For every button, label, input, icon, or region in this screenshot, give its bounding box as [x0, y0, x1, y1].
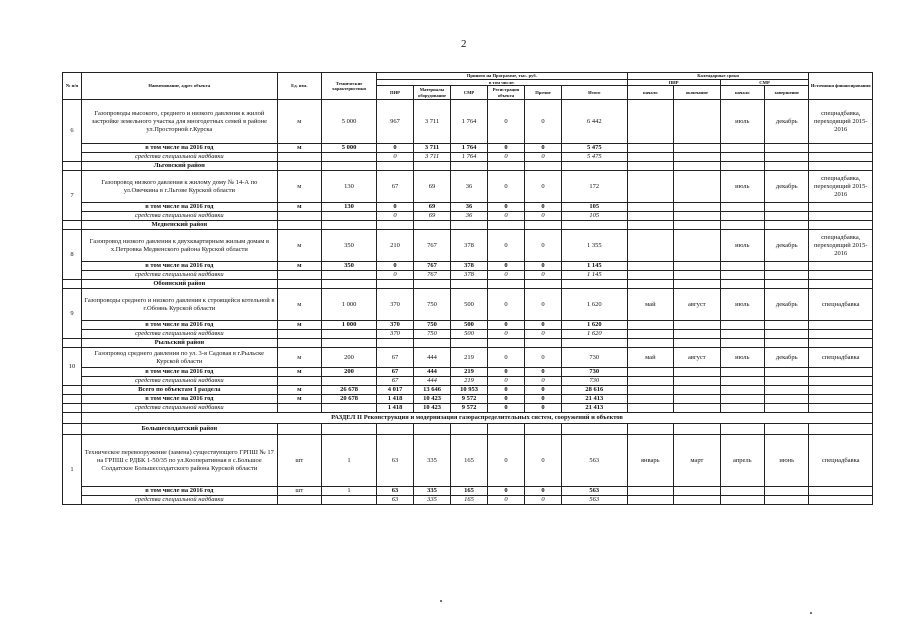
materials: 444 — [414, 377, 451, 386]
table-row — [63, 203, 873, 212]
materials: 69 — [414, 212, 451, 221]
materials: 335 — [414, 435, 451, 487]
pir: 67 — [377, 171, 414, 203]
total: 21 413 — [562, 395, 628, 404]
pir-start: январь — [627, 435, 674, 487]
registration: 0 — [488, 100, 525, 144]
row-num: 6 — [63, 100, 82, 162]
header-registration: Регистрация объекта — [488, 86, 525, 100]
total: 1 355 — [562, 230, 628, 262]
total: 563 — [562, 487, 628, 496]
tech: 1 000 — [322, 289, 377, 321]
total: 5 475 — [562, 144, 628, 153]
tech: 5 000 — [322, 144, 377, 153]
total: 1 145 — [562, 262, 628, 271]
total: 563 — [562, 496, 628, 505]
total-row — [63, 386, 873, 395]
header-budget-sub: в том числе: — [377, 79, 628, 86]
registration: 0 — [488, 171, 525, 203]
smr-end: декабрь — [765, 171, 809, 203]
smr: 165 — [451, 496, 488, 505]
pir: 67 — [377, 377, 414, 386]
pir: 0 — [377, 153, 414, 162]
registration: 0 — [488, 212, 525, 221]
scan-speck — [810, 612, 812, 614]
pir-end — [674, 100, 721, 144]
materials: 10 423 — [414, 404, 451, 413]
section-title: РАЗДЕЛ II Реконструкция и модернизация газораспределительных систем, сооружений и объектов — [82, 413, 873, 424]
tech: 350 — [322, 262, 377, 271]
other: 0 — [525, 271, 562, 280]
smr-start: июль — [720, 348, 764, 368]
pir: 4 017 — [377, 386, 414, 395]
fund-label: средства специальной надбавки — [82, 212, 278, 221]
object-name: Газопровод низкого давления к жилому дому № 14-А по ул.Овечкина в г.Льгове Курской области — [82, 171, 278, 203]
other: 0 — [525, 395, 562, 404]
tech: 1 — [322, 487, 377, 496]
materials: 750 — [414, 321, 451, 330]
registration: 0 — [488, 330, 525, 339]
smr: 378 — [451, 262, 488, 271]
table-row — [63, 289, 873, 321]
materials: 3 711 — [414, 144, 451, 153]
smr: 165 — [451, 435, 488, 487]
registration: 0 — [488, 435, 525, 487]
other: 0 — [525, 153, 562, 162]
total-row — [63, 404, 873, 413]
smr: 36 — [451, 203, 488, 212]
materials: 335 — [414, 496, 451, 505]
pir: 1 418 — [377, 404, 414, 413]
unit: м — [277, 289, 321, 321]
smr: 500 — [451, 330, 488, 339]
header-sched-pir: ПИР — [627, 79, 720, 86]
source: спецнадбавка — [809, 289, 873, 321]
tech: 350 — [322, 230, 377, 262]
fund-label: средства специальной надбавки — [82, 330, 278, 339]
tech: 5 000 — [322, 100, 377, 144]
total: 563 — [562, 435, 628, 487]
pir: 0 — [377, 212, 414, 221]
pir-start — [627, 100, 674, 144]
year-label: в том числе на 2016 год — [82, 368, 278, 377]
district-name: Льговский район — [82, 162, 278, 171]
object-name: Газопровод низкого давления к двухквартирным жилым домам в х.Петровка Медвенского района Курской области — [82, 230, 278, 262]
smr-end: декабрь — [765, 289, 809, 321]
header-num: № п/п — [63, 73, 82, 100]
district-row — [63, 280, 873, 289]
header-sched-smr: СМР — [720, 79, 809, 86]
source: спецнадбавка — [809, 348, 873, 368]
total: 1 145 — [562, 271, 628, 280]
other: 0 — [525, 144, 562, 153]
unit: м — [277, 368, 321, 377]
table-row — [63, 100, 873, 144]
materials: 10 423 — [414, 395, 451, 404]
pir: 370 — [377, 330, 414, 339]
materials: 767 — [414, 262, 451, 271]
total: 5 475 — [562, 153, 628, 162]
tech: 1 — [322, 435, 377, 487]
header-pir: ПИР — [377, 86, 414, 100]
object-name: Газопровод среднего давления по ул. 3-я Садовая в г.Рыльске Курской области — [82, 348, 278, 368]
smr-end: декабрь — [765, 348, 809, 368]
registration: 0 — [488, 487, 525, 496]
registration: 0 — [488, 289, 525, 321]
pir-start: май — [627, 348, 674, 368]
materials: 767 — [414, 271, 451, 280]
table-row — [63, 321, 873, 330]
unit: м — [277, 203, 321, 212]
smr: 219 — [451, 348, 488, 368]
smr-end: декабрь — [765, 230, 809, 262]
smr: 378 — [451, 230, 488, 262]
district-name: Медвенский район — [82, 221, 278, 230]
table-row — [63, 487, 873, 496]
other: 0 — [525, 487, 562, 496]
pir: 0 — [377, 271, 414, 280]
other: 0 — [525, 212, 562, 221]
district-row — [63, 162, 873, 171]
object-name: Газопроводы высокого, среднего и низкого давления к жилой застройке земельного участка для многодетных семей в районе ул.Просторной г.Курска — [82, 100, 278, 144]
smr: 36 — [451, 212, 488, 221]
district-row — [63, 424, 873, 435]
district-row — [63, 221, 873, 230]
tech: 130 — [322, 203, 377, 212]
smr-start: июль — [720, 171, 764, 203]
smr: 10 953 — [451, 386, 488, 395]
year-label: в том числе на 2016 год — [82, 321, 278, 330]
unit: м — [277, 395, 321, 404]
registration: 0 — [488, 153, 525, 162]
table-row — [63, 153, 873, 162]
registration: 0 — [488, 386, 525, 395]
tech: 1 000 — [322, 321, 377, 330]
header-start: начало — [627, 86, 674, 100]
pir-end: март — [674, 435, 721, 487]
other: 0 — [525, 203, 562, 212]
table-row — [63, 212, 873, 221]
smr-start: июль — [720, 289, 764, 321]
program-table — [62, 72, 873, 505]
row-num: 10 — [63, 348, 82, 386]
page-number: 2 — [461, 38, 467, 50]
year-label: в том числе на 2016 год — [82, 487, 278, 496]
materials: 13 646 — [414, 386, 451, 395]
header-name: Наименование, адрес объекта — [82, 73, 278, 100]
total: 28 616 — [562, 386, 628, 395]
other: 0 — [525, 404, 562, 413]
materials: 335 — [414, 487, 451, 496]
smr-start: июль — [720, 230, 764, 262]
registration: 0 — [488, 348, 525, 368]
header-materials: Материалы оборудование — [414, 86, 451, 100]
unit: м — [277, 321, 321, 330]
pir: 210 — [377, 230, 414, 262]
header-other: Прочие — [525, 86, 562, 100]
pir-end: август — [674, 289, 721, 321]
total-row — [63, 395, 873, 404]
district-name: Большесолдатский район — [82, 424, 278, 435]
unit: м — [277, 230, 321, 262]
registration: 0 — [488, 203, 525, 212]
unit: м — [277, 144, 321, 153]
materials: 767 — [414, 230, 451, 262]
header-tech: Технические характеристики — [322, 73, 377, 100]
header-end: окончание — [674, 86, 721, 100]
object-name: Газопроводы среднего и низкого давления к строящейся котельной в г.Обоянь Курской области — [82, 289, 278, 321]
smr: 36 — [451, 171, 488, 203]
header-schedule: Календарные сроки — [627, 73, 809, 80]
pir: 370 — [377, 289, 414, 321]
source: спецнадбавка — [809, 435, 873, 487]
pir: 63 — [377, 487, 414, 496]
other: 0 — [525, 435, 562, 487]
unit: м — [277, 262, 321, 271]
pir: 0 — [377, 144, 414, 153]
smr: 165 — [451, 487, 488, 496]
registration: 0 — [488, 496, 525, 505]
fund-label: средства специальной надбавки — [82, 153, 278, 162]
other: 0 — [525, 377, 562, 386]
table-row — [63, 330, 873, 339]
materials: 69 — [414, 171, 451, 203]
smr: 9 572 — [451, 395, 488, 404]
source: спецнадбавка, переходящий 2015-2016 — [809, 230, 873, 262]
smr: 1 764 — [451, 144, 488, 153]
other: 0 — [525, 289, 562, 321]
registration: 0 — [488, 271, 525, 280]
other: 0 — [525, 348, 562, 368]
smr-end: июнь — [765, 435, 809, 487]
district-name: Обоянский район — [82, 280, 278, 289]
table-row — [63, 271, 873, 280]
tech: 26 678 — [322, 386, 377, 395]
pir: 63 — [377, 496, 414, 505]
materials: 750 — [414, 330, 451, 339]
total: 105 — [562, 212, 628, 221]
pir: 370 — [377, 321, 414, 330]
header-unit: Ед. изм. — [277, 73, 321, 100]
year-label: в том числе на 2016 год — [82, 144, 278, 153]
other: 0 — [525, 321, 562, 330]
pir: 67 — [377, 348, 414, 368]
header-smr: СМР — [451, 86, 488, 100]
total: 172 — [562, 171, 628, 203]
section-row — [63, 413, 873, 424]
table-row — [63, 496, 873, 505]
scan-speck — [440, 600, 442, 602]
other: 0 — [525, 262, 562, 271]
registration: 0 — [488, 395, 525, 404]
unit: м — [277, 386, 321, 395]
smr: 219 — [451, 368, 488, 377]
other: 0 — [525, 100, 562, 144]
other: 0 — [525, 171, 562, 203]
total: 105 — [562, 203, 628, 212]
materials: 3 711 — [414, 153, 451, 162]
pir: 63 — [377, 435, 414, 487]
pir: 0 — [377, 262, 414, 271]
table-row — [63, 435, 873, 487]
smr-end: декабрь — [765, 100, 809, 144]
pir: 1 418 — [377, 395, 414, 404]
pir: 0 — [377, 203, 414, 212]
unit: м — [277, 171, 321, 203]
smr-start: июль — [720, 100, 764, 144]
total: 21 413 — [562, 404, 628, 413]
materials: 444 — [414, 368, 451, 377]
unit: шт — [277, 435, 321, 487]
header-budget: Принято на Программе, тыс. руб. — [377, 73, 628, 80]
smr: 1 764 — [451, 153, 488, 162]
tech: 200 — [322, 348, 377, 368]
smr: 378 — [451, 271, 488, 280]
district-row — [63, 339, 873, 348]
materials: 444 — [414, 348, 451, 368]
tech: 200 — [322, 368, 377, 377]
source: спецнадбавка, переходящий 2015-2016 — [809, 100, 873, 144]
fund-label: средства специальной надбавки — [82, 271, 278, 280]
row-num: 9 — [63, 289, 82, 339]
total: 1 620 — [562, 330, 628, 339]
unit: м — [277, 100, 321, 144]
total: 6 442 — [562, 100, 628, 144]
registration: 0 — [488, 144, 525, 153]
other: 0 — [525, 368, 562, 377]
pir-start: май — [627, 289, 674, 321]
total: 730 — [562, 377, 628, 386]
header-source: Источники финансирования — [809, 73, 873, 100]
pir-end: август — [674, 348, 721, 368]
year-label: в том числе на 2016 год — [82, 395, 278, 404]
district-name: Рыльский район — [82, 339, 278, 348]
row-num: 8 — [63, 230, 82, 280]
table-row — [63, 368, 873, 377]
header-total: Итого — [562, 86, 628, 100]
materials: 3 711 — [414, 100, 451, 144]
tech: 130 — [322, 171, 377, 203]
registration: 0 — [488, 230, 525, 262]
smr: 9 572 — [451, 404, 488, 413]
fund-label: средства специальной надбавки — [82, 496, 278, 505]
smr: 219 — [451, 377, 488, 386]
tech: 20 678 — [322, 395, 377, 404]
fund-label: средства специальной надбавки — [82, 404, 278, 413]
header-start2: начало — [720, 86, 764, 100]
materials: 69 — [414, 203, 451, 212]
other: 0 — [525, 230, 562, 262]
total-label: Всего по объектам I раздела — [82, 386, 278, 395]
other: 0 — [525, 386, 562, 395]
total: 1 620 — [562, 321, 628, 330]
registration: 0 — [488, 377, 525, 386]
object-name: Техническое перевооружение (замена) существующего ГРПШ № 17 на ГРПШ с РДБК 1-50/35 по ул.Кооперативная в с.Большое Солдатское Большесолдатского района Курской области — [82, 435, 278, 487]
table-row — [63, 262, 873, 271]
pir: 967 — [377, 100, 414, 144]
row-num: 7 — [63, 171, 82, 221]
smr-start: апрель — [720, 435, 764, 487]
fund-label: средства специальной надбавки — [82, 377, 278, 386]
unit: шт — [277, 487, 321, 496]
total: 730 — [562, 348, 628, 368]
table-row — [63, 144, 873, 153]
unit: м — [277, 348, 321, 368]
header-end2: завершение — [765, 86, 809, 100]
smr: 500 — [451, 289, 488, 321]
pir: 67 — [377, 368, 414, 377]
other: 0 — [525, 330, 562, 339]
table-row — [63, 377, 873, 386]
smr: 500 — [451, 321, 488, 330]
source: спецнадбавка, переходящий 2015-2016 — [809, 171, 873, 203]
year-label: в том числе на 2016 год — [82, 203, 278, 212]
registration: 0 — [488, 262, 525, 271]
smr: 1 764 — [451, 100, 488, 144]
row-num: 1 — [63, 435, 82, 505]
table-row — [63, 171, 873, 203]
materials: 750 — [414, 289, 451, 321]
total: 1 620 — [562, 289, 628, 321]
total: 730 — [562, 368, 628, 377]
table-row — [63, 230, 873, 262]
table-row — [63, 348, 873, 368]
other: 0 — [525, 496, 562, 505]
registration: 0 — [488, 368, 525, 377]
registration: 0 — [488, 321, 525, 330]
year-label: в том числе на 2016 год — [82, 262, 278, 271]
registration: 0 — [488, 404, 525, 413]
